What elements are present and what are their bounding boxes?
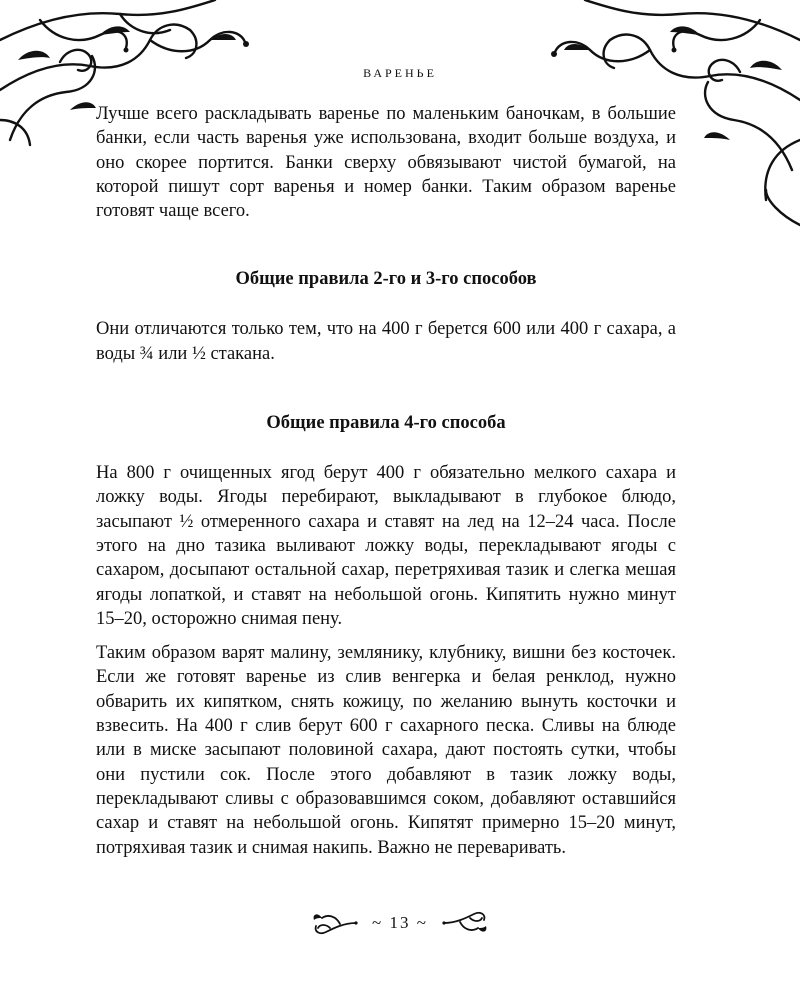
page-number: ~ 13 ~ — [372, 913, 428, 932]
body-paragraph-3: На 800 г очищенных ягод берут 400 г обязательно мелкого сахара и ложку воды. Ягоды перебирают, выкладывают в глубокое блюдо, засыпают ½ отмеренного сахара и ставят на лед на 12–24 часа. После этого на дно тазика выливают ложку воды, перекладывают ягоды с сахаром, досыпают остальной сахар, перетряхивая тазик и слегка мешая ягоды лопаткой, и ставят на небольшой огонь. Кипятить нужно минут 15–20, осторожно снимая пену. — [96, 463, 676, 629]
running-head-title: ВАРЕНЬЕ — [363, 66, 437, 80]
page-footer — [0, 910, 800, 936]
page-body — [96, 102, 676, 870]
right-footer-flourish-ornament — [442, 910, 490, 936]
section-heading-method-4: Общие правила 4-го способа — [266, 413, 506, 434]
section-heading-methods-2-3: Общие правила 2-го и 3-го способов — [235, 269, 537, 290]
body-paragraph-2: Они отличаются только тем, что на 400 г берется 600 или 400 г сахара, а воды ¾ или ½ стакана. — [96, 319, 676, 364]
body-paragraph-1: Лучше всего раскладывать варенье по маленьким баночкам, в большие банки, если часть варенья уже использована, входит больше воздуха, и оно скорее портится. Банки сверху обвязывают чистой бумагой, на которой пишут сорт варенья и номер банки. Таким образом варенье готовят чаще всего. — [96, 104, 676, 222]
left-footer-flourish-ornament — [310, 910, 358, 936]
body-paragraph-4: Таким образом варят малину, землянику, клубнику, вишни без косточек. Если же готовят варенье из слив венгерка и белая ренклод, нужно обварить их кипятком, снять кожицу, по желанию вынуть косточки и взвесить. На 400 г слив берут 600 г сахарного песка. Сливы на блюде или в миске засыпают половиной сахара, дают постоять сутки, чтобы они пустили сок. После этого добавляют в тазик ложку воды, перекладывают сливы с образовавшимся соком, добавляют оставшийся сахар и ставят на небольшой огонь. Кипятят примерно 15–20 минут, потряхивая тазик и снимая накипь. Важно не переваривать. — [96, 643, 676, 858]
